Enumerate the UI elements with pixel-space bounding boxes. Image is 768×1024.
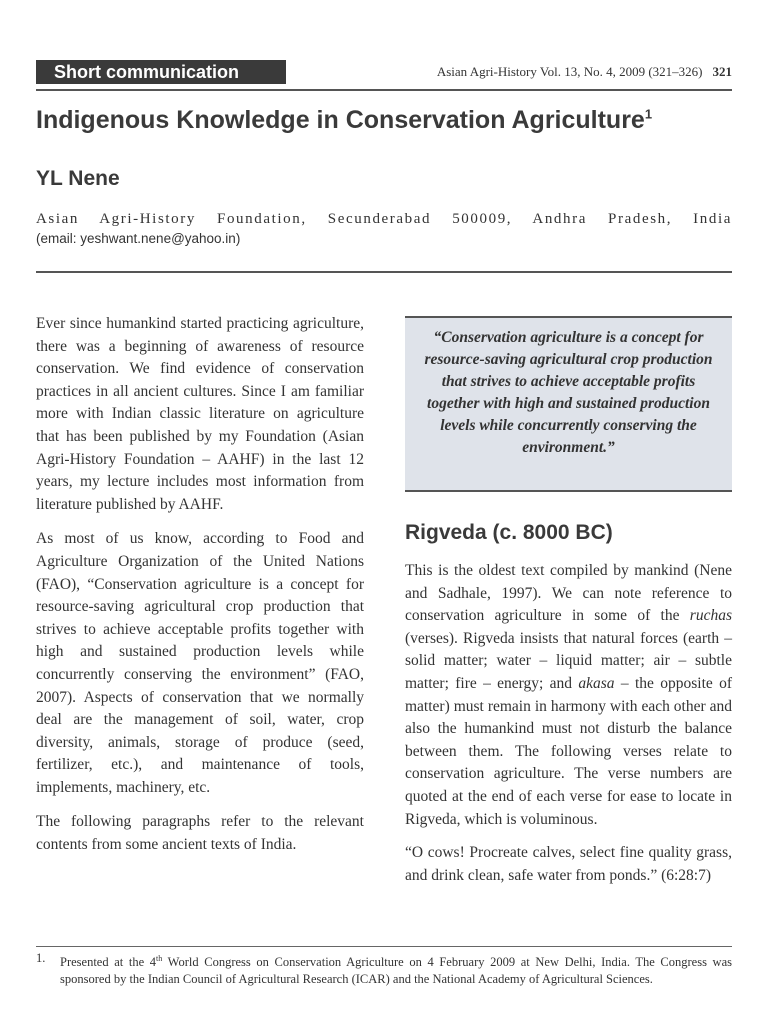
- pull-quote: “Conservation agriculture is a concept for resource-saving agricultural crop production that strives to achieve acceptable profits together with high and sustained production levels while concurrently conserving the environment.”: [424, 329, 713, 456]
- intro-paragraph: Ever since humankind started practicing agriculture, there was a beginning of awareness of resource conservation. We find evidence of conservation practices in all ancient cultures. Since I am familiar more with Indian classic literature on agriculture that has been published by my Foundation (Asian Agri-History Foundation – AAHF) in the last 12 years, my lecture includes most information from literature published by AAHF.: [36, 315, 364, 513]
- footnote-number: 1.: [36, 951, 46, 965]
- author-name: YL Nene: [36, 167, 120, 190]
- footnote-rule: [36, 946, 732, 947]
- rigveda-text-1: This is the oldest text compiled by mankind (Nene and Sadhale, 1997). We can note reference to conservation agriculture in some of the: [405, 562, 732, 625]
- pull-quote-box: [405, 316, 732, 492]
- footnote: [36, 950, 732, 988]
- footnote-text: [60, 950, 732, 988]
- rigveda-paragraph: [405, 560, 732, 831]
- footnote-sup: th: [156, 954, 163, 963]
- journal-info: Asian Agri-History Vol. 13, No. 4, 2009 (321–326): [436, 64, 703, 79]
- term-ruchas: ruchas: [689, 607, 732, 625]
- title-text: Indigenous Knowledge in Conservation Agriculture: [36, 106, 645, 134]
- fao-paragraph: As most of us know, according to Food and Agriculture Organization of the United Nations (FAO), “Conservation agriculture is a concept for resource-saving agricultural crop production that strives to achieve acceptable profits together with high and sustained production levels while concurrently conserving the environment” (FAO, 2007). Aspects of conservation that we normally deal are the management of soil, water, crop diversity, animals, storage of produce (seed, fertilizer, etc.), and maintenance of tools, implements, machinery, etc.: [36, 530, 364, 796]
- article-title: [36, 106, 652, 135]
- right-column: [405, 560, 732, 898]
- left-column: [36, 313, 364, 869]
- affiliation: Asian Agri-History Foundation, Secunderabad 500009, Andhra Pradesh, India: [36, 211, 732, 227]
- title-footnote-mark: 1: [644, 106, 653, 122]
- author-email: (email: yeshwant.nene@yahoo.in): [36, 231, 241, 246]
- term-akasa: akasa: [578, 674, 615, 692]
- rigveda-text-3: – the opposite of matter) must remain in harmony with each other and also the humankind must not disturb the balance between them. The following verses relate to conservation agriculture. The verse numbers are quoted at the end of each verse for ease to locate in Rigveda, which is voluminous.: [405, 674, 733, 828]
- verse-quote: “O cows! Procreate calves, select fine quality grass, and drink clean, safe water from ponds.” (6:28:7): [405, 844, 732, 884]
- footnote-text-a: Presented at the 4: [60, 955, 157, 970]
- section-badge: Short communication: [36, 60, 286, 84]
- journal-citation: [437, 64, 732, 80]
- texts-paragraph: The following paragraphs refer to the relevant contents from some ancient texts of India.: [36, 813, 364, 854]
- header-rule: [36, 89, 732, 91]
- title-block-rule: [36, 271, 732, 273]
- footnote-text-b: World Congress on Conservation Agriculture on 4 February 2009 at New Delhi, India. The Congress was sponsored by the Indian Council of Agricultural Research (ICAR) and the National Academy of Agricultural Sciences.: [60, 955, 732, 987]
- section-heading-rigveda: Rigveda (c. 8000 BC): [405, 521, 613, 544]
- rigveda-text-2: (verses). Rigveda insists that natural forces (earth – solid matter; water – liquid matter; air – subtle matter; fire – energy; and: [405, 629, 732, 692]
- page-number: 321: [712, 64, 732, 79]
